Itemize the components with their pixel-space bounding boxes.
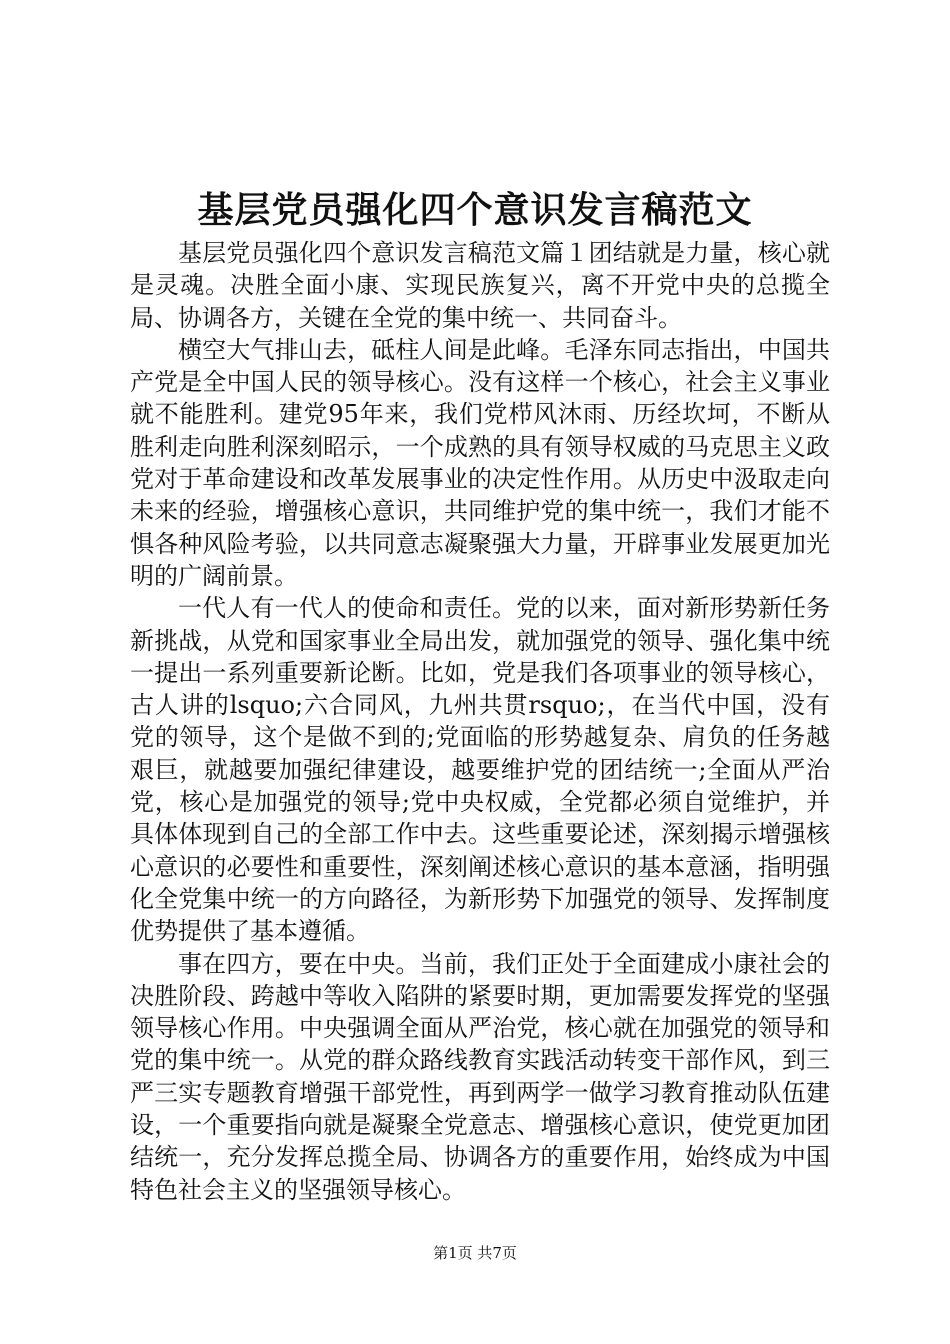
paragraph-4: 事在四方，要在中央。当前，我们正处于全面建成小康社会的决胜阶段、跨越中等收入陷阱的紧要时期，更加需要发挥党的坚强领导核心作用。中央强调全面从严治党，核心就在加强党的领导和党的集中统一。从党的群众路线教育实践活动转变干部作风，到三严三实专题教育增强干部党性，再到两学一做学习教育推动队伍建设，一个重要指向就是凝聚全党意志、增强核心意识，使党更加团结统一，充分发挥总揽全局、协调各方的重要作用，始终成为中国特色社会主义的坚强领导核心。 bbox=[130, 949, 830, 1204]
paragraph-1: 基层党员强化四个意识发言稿范文篇１团结就是力量，核心就是灵魂。决胜全面小康、实现民族复兴，离不开党中央的总揽全局、协调各方，关键在全党的集中统一、共同奋斗。 bbox=[130, 239, 830, 332]
page-number-footer: 第1页 共7页 bbox=[433, 1244, 517, 1262]
paragraph-3: 一代人有一代人的使命和责任。党的以来，面对新形势新任务新挑战，从党和国家事业全局出发，就加强党的领导、强化集中统一提出一系列重要新论断。比如，党是我们各项事业的领导核心，古人讲的lsquo;六合同风，九州共贯rsquo;，在当代中国，没有党的领导，这个是做不到的;党面临的形势越复杂、肩负的任务越艰巨，就越要加强纪律建设，越要维护党的团结统一;全面从严治党，核心是加强党的领导;党中央权威，全党都必须自觉维护，并具体体现到自己的全部工作中去。这些重要论述，深刻揭示增强核心意识的必要性和重要性，深刻阐述核心意识的基本意涵，指明强化全党集中统一的方向路径，为新形势下加强党的领导、发挥制度优势提供了基本遵循。 bbox=[130, 594, 830, 946]
document-title: 基层党员强化四个意识发言稿范文 bbox=[197, 189, 753, 231]
paragraph-2: 横空大气排山去，砥柱人间是此峰。毛泽东同志指出，中国共产党是全中国人民的领导核心。没有这样一个核心，社会主义事业就不能胜利。建党95年来，我们党栉风沐雨、历经坎坷，不断从胜利走向胜利深刻昭示，一个成熟的具有领导权威的马克思主义政党对于革命建设和改革发展事业的决定性作用。从历史中汲取走向未来的经验，增强核心意识，共同维护党的集中统一，我们才能不惧各种风险考验，以共同意志凝聚强大力量，开辟事业发展更加光明的广阔前景。 bbox=[130, 335, 830, 590]
document-body bbox=[130, 237, 830, 1206]
